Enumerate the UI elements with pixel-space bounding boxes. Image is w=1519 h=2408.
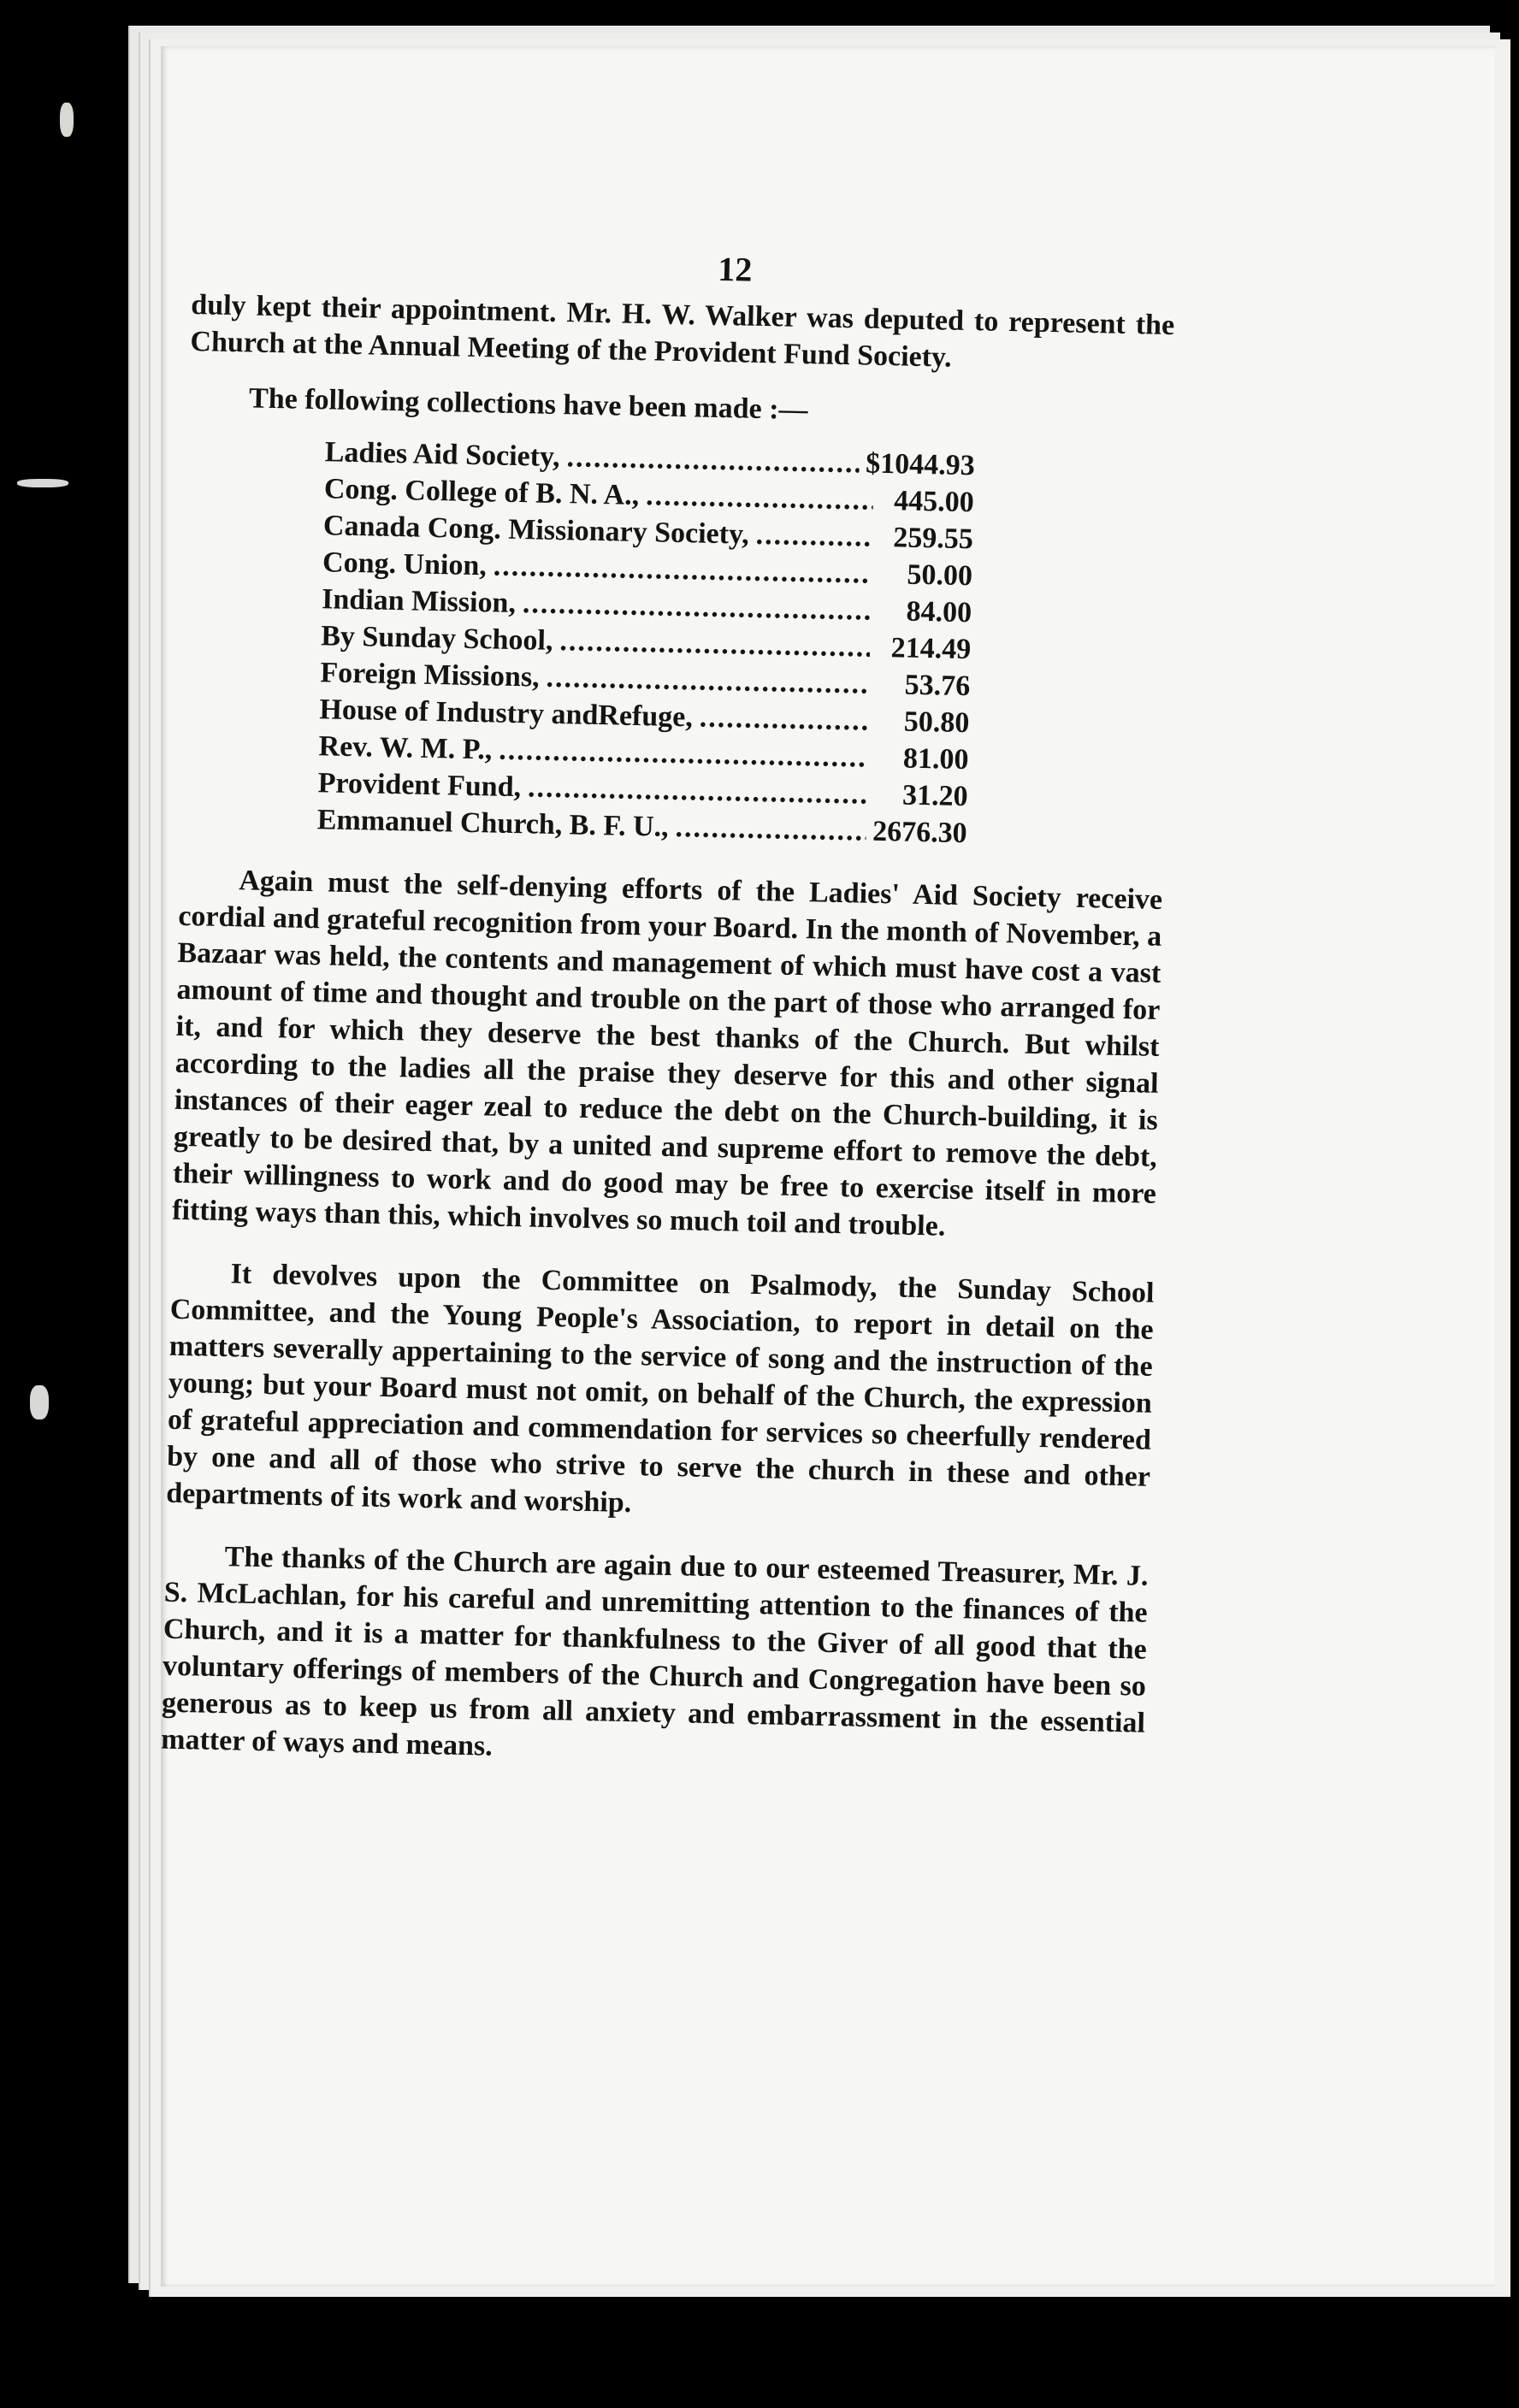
collection-label: Canada Cong. Missionary Society,: [322, 510, 750, 551]
collections-list: [316, 434, 975, 852]
collection-label: Provident Fund,: [317, 767, 522, 804]
dot-leader: [566, 439, 859, 481]
scan-speck: [17, 479, 68, 487]
collection-label: House of Industry andRefuge,: [319, 693, 694, 734]
paragraph-treasurer: The thanks of the Church are again due to our esteemed Treasurer, Mr. J. S. McLachlan, for his careful and unremitting attention to the finances of the Church, and it is a matter for thankfulness to the Giver of all good that the voluntary offerings of members of the Church and Congregation have been so generous as to keep us from all anxiety and embarrassment in the essential matter of ways and means.: [160, 1541, 1149, 1762]
collection-label: Rev. W. M. P.,: [318, 730, 493, 766]
collection-amount: 53.76: [904, 669, 971, 703]
scan-speck: [30, 1385, 49, 1419]
collection-amount: 259.55: [892, 522, 974, 556]
collection-amount: 50.80: [903, 705, 970, 740]
collection-label: Cong. Union,: [322, 546, 488, 582]
dot-leader: [699, 699, 868, 740]
collection-label: Foreign Missions,: [320, 657, 541, 693]
scan-speck: [60, 103, 74, 137]
collection-amount: 2676.30: [872, 815, 968, 850]
collection-label: Ladies Aid Society,: [324, 436, 561, 474]
collection-label: Indian Mission,: [321, 583, 517, 620]
dot-leader: [755, 516, 872, 556]
collection-label: Cong. College of B. N. A.,: [323, 473, 640, 511]
collection-amount: 81.00: [902, 742, 969, 776]
collection-amount: 31.20: [901, 779, 968, 813]
collection-label: By Sunday School,: [320, 620, 553, 657]
page-number: 12: [717, 249, 753, 289]
collection-amount: 445.00: [893, 485, 975, 519]
paragraph-intro: duly kept their appointment. Mr. H. W. Walker was deputed to represent the Church at the Annual Meeting of the Provident Fund Society.: [190, 288, 1175, 374]
collection-amount: 84.00: [906, 595, 972, 629]
collections-heading: The following collections have been made :—: [248, 382, 808, 427]
collection-amount: 214.49: [890, 632, 972, 666]
dot-leader: [559, 623, 871, 666]
paragraph-ladies-aid: Again must the self-denying efforts of the Ladies' Aid Society receive cordial and grateful recognition from your Board. In the month of November, a Bazaar was held, the contents and management of which must have cost a vast amount of time and thought and trouble on the part of those who arranged for it, and for which they deserve the best thanks of the Church. But whilst according to the ladies all the praise they deserve for this and other signal instances of their eager zeal to reduce the debt on the Church-building, it is greatly to be desired that, by a united and supreme effort to remove the debt, their willingness to work and do good may be free to exercise itself in more fitting ways than this, which involves so much toil and trouble.: [171, 865, 1163, 1242]
paragraph-committees: It devolves upon the Committee on Psalmody, the Sunday School Committee, and the Young People's Association, to report in detail on the matters severally appertaining to the service of song and the instruction of the young; but your Board must not omit, on behalf of the Church, the expression of grateful appreciation and commendation for services so cheerfully rendered by one and all of those who strive to serve the church in these and other departments of its work and worship.: [165, 1258, 1155, 1520]
collection-amount: 50.00: [907, 558, 973, 593]
collection-label: Emmanuel Church, B. F. U.,: [316, 804, 670, 843]
dot-leader: [675, 809, 866, 850]
dot-leader: [646, 477, 874, 519]
collection-amount: $1044.93: [865, 447, 976, 482]
page-text: [161, 239, 1176, 1779]
